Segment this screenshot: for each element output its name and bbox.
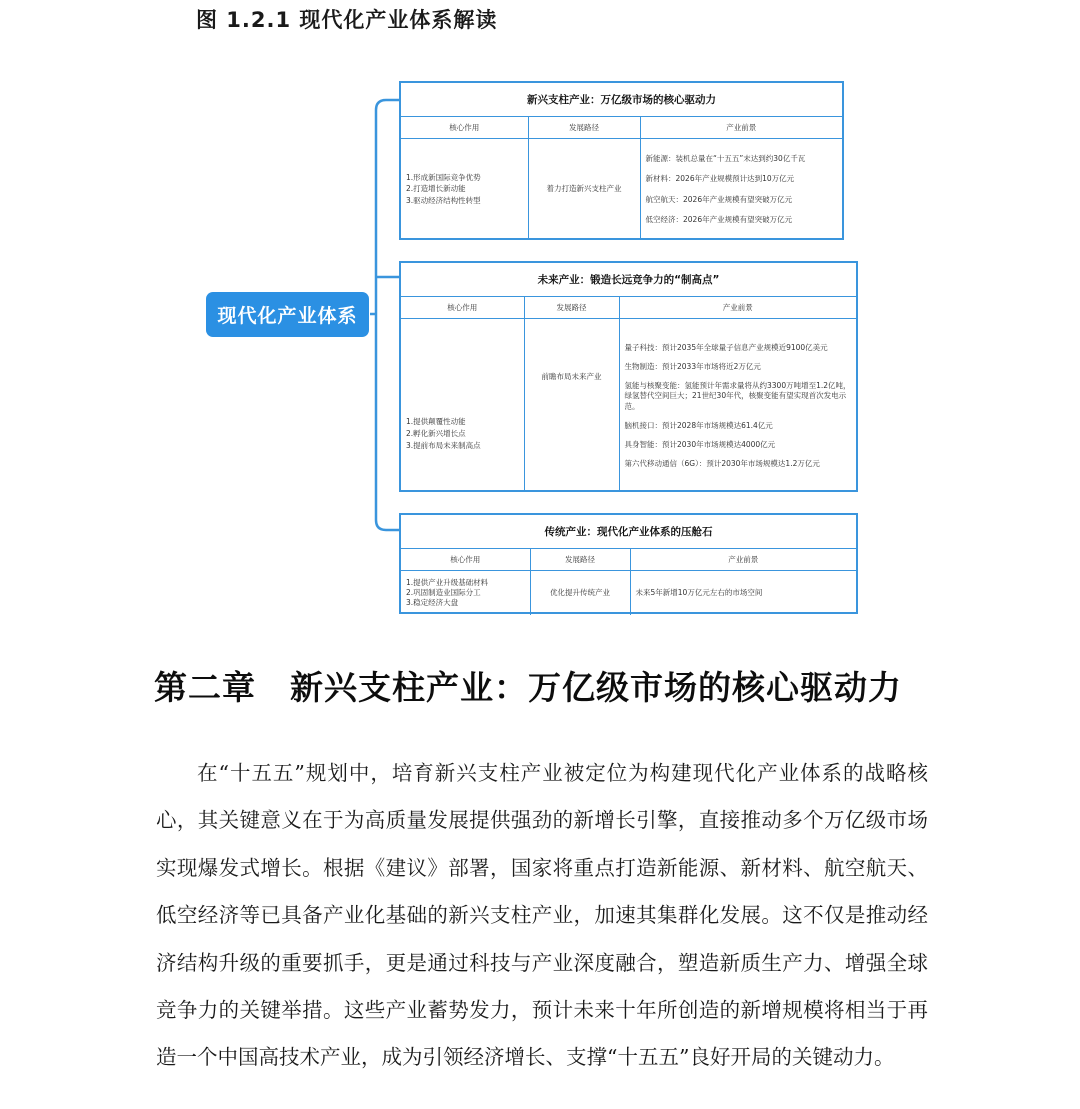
prospects-cell xyxy=(619,319,856,492)
branch-future-industry xyxy=(399,261,858,492)
header-prospect: 产业前景 xyxy=(640,117,842,139)
role-item: 1.提供颠覆性动能 xyxy=(406,417,466,427)
prospect-item: 航空航天：2026年产业规模有望突破万亿元 xyxy=(645,194,793,204)
roles-cell xyxy=(401,571,530,615)
prospect-item: 低空经济：2026年产业规模有望突破万亿元 xyxy=(645,215,793,225)
branch-title: 未来产业：锻造长远竞争力的“制高点” xyxy=(401,263,856,297)
header-dev-path: 发展路径 xyxy=(524,297,619,319)
branch-emerging-pillar xyxy=(399,81,844,240)
chapter-title: 第二章 新兴支柱产业：万亿级市场的核心驱动力 xyxy=(154,668,902,707)
role-item: 1.形成新国际竞争优势 xyxy=(406,172,481,182)
branch-table xyxy=(401,117,842,240)
role-item: 2.打造增长新动能 xyxy=(406,184,466,194)
prospect-item: 具身智能：预计2030年市场规模达4000亿元 xyxy=(624,440,776,449)
mindmap-root: 现代化产业体系 xyxy=(206,292,369,337)
branch-traditional-industry xyxy=(399,513,858,614)
prospect-item: 未来5年新增10万亿元左右的市场空间 xyxy=(635,587,763,597)
prospect-item: 量子科技：预计2035年全球量子信息产业规模近9100亿美元 xyxy=(624,342,828,352)
branch-table xyxy=(401,297,856,492)
branch-title: 新兴支柱产业：万亿级市场的核心驱动力 xyxy=(401,83,842,117)
role-item: 3.提前布局未来制高点 xyxy=(406,440,481,450)
branch-title: 传统产业：现代化产业体系的压舱石 xyxy=(401,515,856,549)
prospects-cell xyxy=(630,571,856,615)
prospects-cell xyxy=(640,139,842,240)
figure-caption: 图 1.2.1 现代化产业体系解读 xyxy=(196,8,498,32)
prospect-item: 新能源：装机总量在“十五五”末达到约30亿千瓦 xyxy=(645,153,806,163)
header-prospect: 产业前景 xyxy=(619,297,856,319)
path-cell: 前瞻布局未来产业 xyxy=(524,319,619,492)
header-dev-path: 发展路径 xyxy=(530,549,630,571)
role-item: 3.驱动经济结构性转型 xyxy=(406,196,481,206)
header-core-role: 核心作用 xyxy=(401,117,528,139)
prospect-item: 脑机接口：预计2028年市场规模达61.4亿元 xyxy=(624,421,773,431)
roles-cell xyxy=(401,139,528,240)
role-item: 2.巩固制造业国际分工 xyxy=(406,587,481,597)
prospect-item: 第六代移动通信（6G）：预计2030年市场规模达1.2万亿元 xyxy=(624,458,820,468)
header-core-role: 核心作用 xyxy=(401,549,530,571)
header-core-role: 核心作用 xyxy=(401,297,524,319)
prospect-item: 新材料：2026年产业规模预计达到10万亿元 xyxy=(645,174,795,184)
role-item: 2.孵化新兴增长点 xyxy=(406,428,466,438)
path-cell: 着力打造新兴支柱产业 xyxy=(528,139,640,240)
prospect-item: 生物制造：预计2033年市场将近2万亿元 xyxy=(624,361,761,371)
path-cell: 优化提升传统产业 xyxy=(530,571,630,615)
role-item: 3.稳定经济大盘 xyxy=(406,597,459,607)
branch-table xyxy=(401,549,856,615)
header-dev-path: 发展路径 xyxy=(528,117,640,139)
chapter-paragraph: 在“十五五”规划中，培育新兴支柱产业被定位为构建现代化产业体系的战略核心，其关键意义在于为高质量发展提供强劲的新增长引擎，直接推动多个万亿级市场实现爆发式增长。根据《建议》部署，国家将重点打造新能源、新材料、航空航天、低空经济等已具备产业化基础的新兴支柱产业，加速其集群化发展。这不仅是推动经济结构升级的重要抓手，更是通过科技与产业深度融合，塑造新质生产力、增强全球竞争力的关键举措。这些产业蓄势发力，预计未来十年所创造的新增规模将相当于再造一个中国高技术产业，成为引领经济增长、支撑“十五五”良好开局的关键动力。 xyxy=(156,761,928,1070)
role-item: 1.提供产业升级基础材料 xyxy=(406,578,489,588)
prospect-item: 氢能与核聚变能：氢能预计年需求量将从约3300万吨增至1.2亿吨，绿氢替代空间巨大；21世纪30年代，核聚变能有望实现首次发电示范。 xyxy=(624,380,851,412)
header-prospect: 产业前景 xyxy=(630,549,856,571)
roles-cell xyxy=(401,319,524,492)
